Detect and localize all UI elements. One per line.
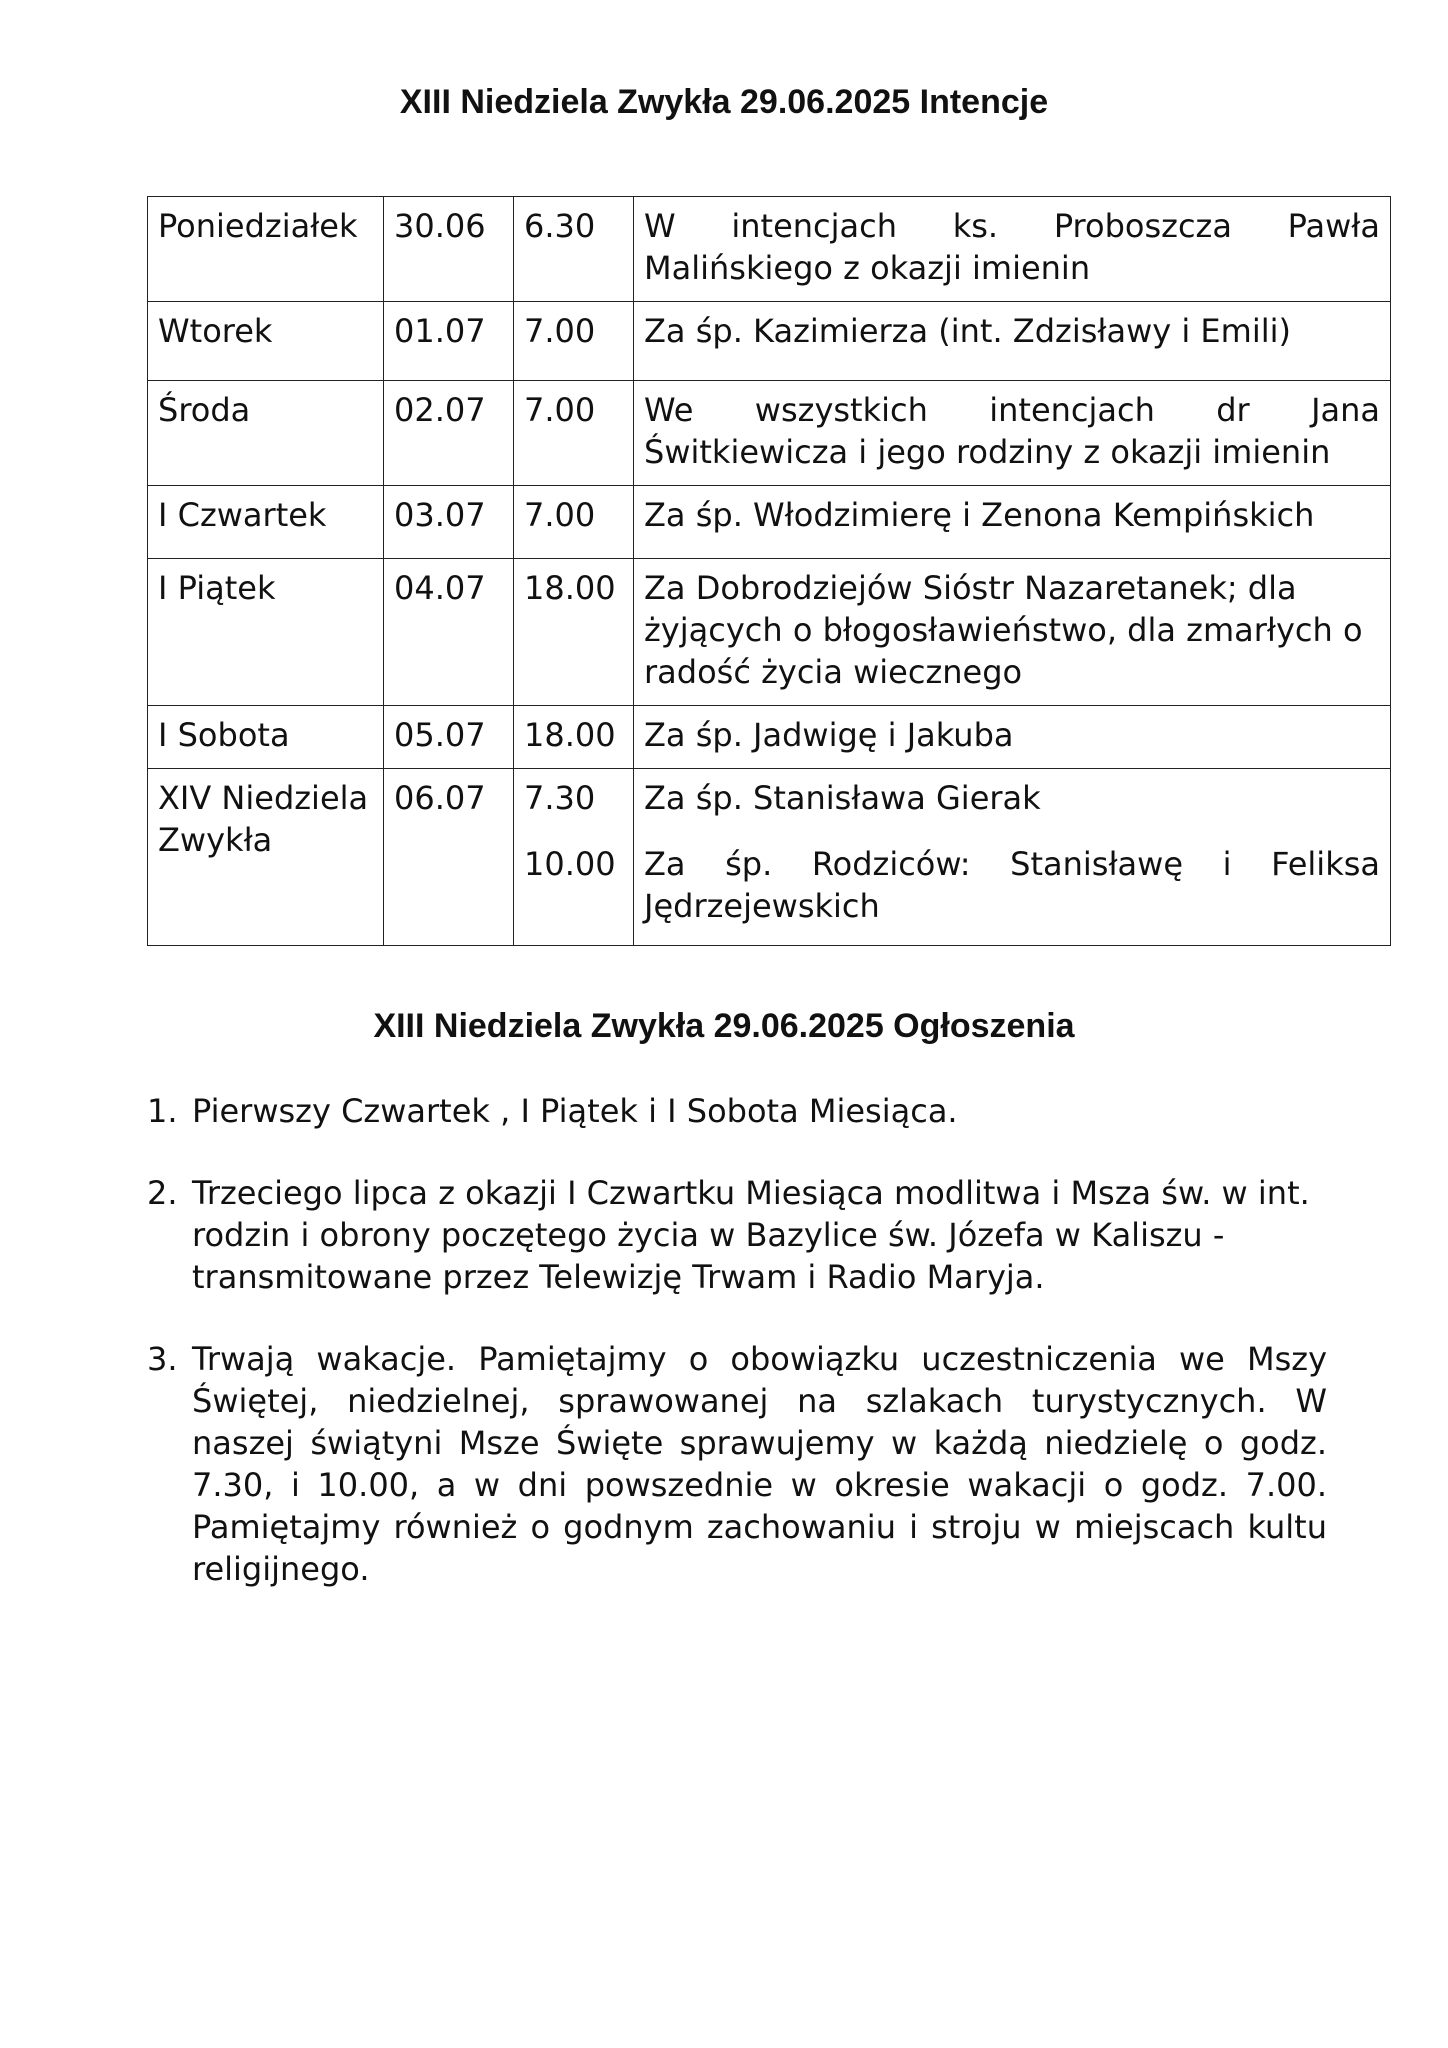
table-row bbox=[148, 302, 1391, 381]
table-row bbox=[148, 559, 1391, 706]
table-row bbox=[148, 381, 1391, 486]
day-cell: I Czwartek bbox=[148, 486, 384, 559]
date-cell: 01.07 bbox=[384, 302, 514, 381]
date-cell: 30.06 bbox=[384, 197, 514, 302]
list-item bbox=[147, 1338, 1327, 1590]
announcements-title: XIII Niedziela Zwykła 29.06.2025 Ogłoszenia bbox=[373, 1007, 1075, 1045]
date-cell: 02.07 bbox=[384, 381, 514, 486]
day-cell: Poniedziałek bbox=[148, 197, 384, 302]
item-text: Trzeciego lipca z okazji I Czwartku Miesiąca modlitwa i Msza św. w int. rodzin i obrony poczętego życia w Bazylice św. Józefa w Kaliszu - transmitowane przez Telewizję Trwam i Radio Maryja. bbox=[192, 1174, 1310, 1296]
time-cell: 7.00 bbox=[514, 302, 634, 381]
intention-cell: Za śp. Kazimierza (int. Zdzisławy i Emili) bbox=[634, 302, 1391, 381]
day-cell: Środa bbox=[148, 381, 384, 486]
intention-cell: Za Dobrodziejów Sióstr Nazaretanek; dla żyjących o błogosławieństwo, dla zmarłych o radość życia wiecznego bbox=[634, 559, 1391, 706]
mass-time: 10.00 bbox=[524, 845, 616, 883]
time-cell: 7.00 bbox=[514, 486, 634, 559]
mass-intention: Za śp. Rodziców: Stanisławę i Feliksa Jędrzejewskich bbox=[644, 845, 1380, 925]
day-cell: I Sobota bbox=[148, 706, 384, 769]
intentions-title: XIII Niedziela Zwykła 29.06.2025 Intencje bbox=[399, 83, 1049, 121]
time-cell: 18.00 bbox=[514, 706, 634, 769]
item-text: Pierwszy Czwartek , I Piątek i I Sobota Miesiąca. bbox=[192, 1092, 958, 1130]
date-cell: 03.07 bbox=[384, 486, 514, 559]
date-cell: 05.07 bbox=[384, 706, 514, 769]
day-cell: I Piątek bbox=[148, 559, 384, 706]
item-text: Trwają wakacje. Pamiętajmy o obowiązku uczestniczenia we Mszy Świętej, niedzielnej, sprawowanej na szlakach turystycznych. W naszej świątyni Msze Święte sprawujemy w każdą niedzielę o godz. 7.30, i 10.00, a w dni powszednie w okresie wakacji o godz. 7.00. Pamiętajmy również o godnym zachowaniu i stroju w miejscach kultu religijnego. bbox=[192, 1340, 1327, 1588]
table-row bbox=[148, 706, 1391, 769]
table-row bbox=[148, 769, 1391, 946]
list-item bbox=[147, 1172, 1327, 1298]
item-number: 1. bbox=[147, 1092, 178, 1130]
day-cell: Wtorek bbox=[148, 302, 384, 381]
intention-cell: We wszystkich intencjach dr Jana Świtkiewicza i jego rodziny z okazji imienin bbox=[634, 381, 1391, 486]
item-number: 2. bbox=[147, 1174, 178, 1212]
table-row bbox=[148, 197, 1391, 302]
intentions-table bbox=[147, 196, 1391, 946]
list-item bbox=[147, 1090, 1327, 1132]
table-row bbox=[148, 486, 1391, 559]
intention-cell: W intencjach ks. Proboszcza Pawła Malińskiego z okazji imienin bbox=[634, 197, 1391, 302]
day-cell: XIV Niedziela Zwykła bbox=[148, 769, 384, 946]
intention-cell: Za śp. Włodzimierę i Zenona Kempińskich bbox=[634, 486, 1391, 559]
date-cell: 04.07 bbox=[384, 559, 514, 706]
time-cell bbox=[514, 769, 634, 946]
time-cell: 18.00 bbox=[514, 559, 634, 706]
mass-intention: Za śp. Stanisława Gierak bbox=[644, 779, 1041, 817]
time-cell: 7.00 bbox=[514, 381, 634, 486]
time-cell: 6.30 bbox=[514, 197, 634, 302]
mass-time: 7.30 bbox=[524, 779, 596, 817]
item-number: 3. bbox=[147, 1340, 178, 1378]
intention-cell bbox=[634, 769, 1391, 946]
announcements-list bbox=[147, 1090, 1327, 1630]
date-cell: 06.07 bbox=[384, 769, 514, 946]
intention-cell: Za śp. Jadwigę i Jakuba bbox=[634, 706, 1391, 769]
